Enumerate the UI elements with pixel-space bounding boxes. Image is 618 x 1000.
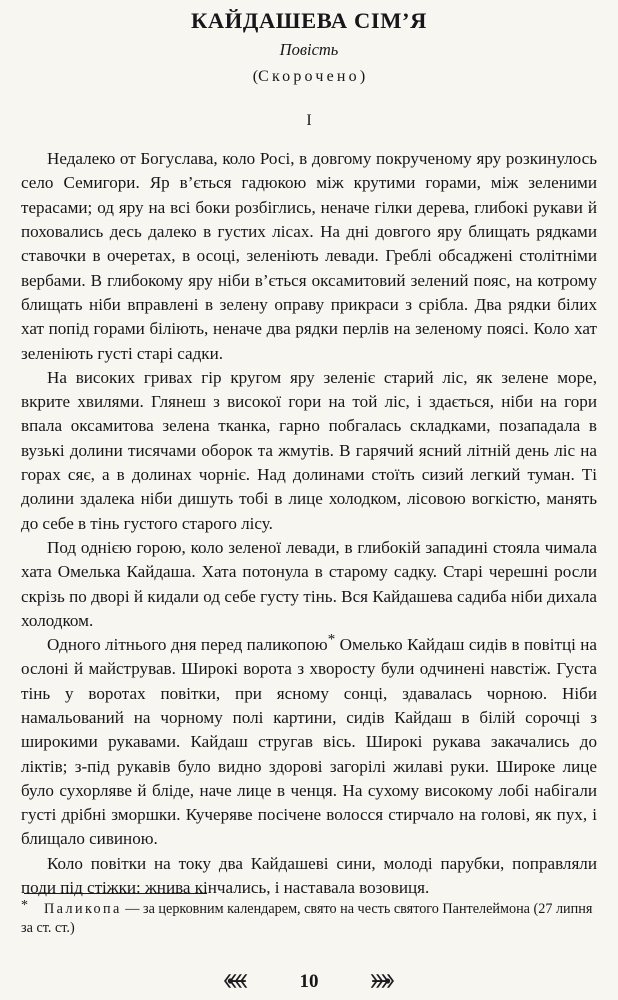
page-number: 10 <box>299 970 319 992</box>
arrow-ornament-right-icon <box>222 970 248 992</box>
abridged-label: Скорочено <box>258 68 360 86</box>
page-footer <box>0 970 618 992</box>
section-number: I <box>306 112 312 130</box>
footnote-term: Паликопа <box>44 901 122 917</box>
paragraph: Под однією горою, коло зеленої левади, в глибокій западині стояла чимала хата Омелька Кайдаша. Хата потонула в старому садку. Старі черешні росли скрізь по дворі й кидали од себе густу тінь. Вся Кайдашева садиба ніби дихала холодком. <box>21 537 597 630</box>
page-title: КАЙДАШЕВА СІМ’Я <box>191 8 427 33</box>
paragraph: На високих гривах гір кругом яру зеленіє старий ліс, як зелене море, вкрите хвилями. Глянеш з високої гори на той ліс, і здається, ніби на гори впала оксамитова зелена тканка, гарно побгалась складками, позападала в вузькі долини тисячами оборок та жмутів. В гарячий ясний літній день ліс на горах сяє, а в долинах чорніє. Над долинами стоїть сизий легкий туман. Ті долини здалека ніби дишуть тобі в лице холодком, лісовою вогкістю, манять до себе в тінь густого старого лісу. <box>21 367 597 533</box>
paragraph-text-before-footnote: Одного літнього дня перед паликопою <box>47 635 328 655</box>
paragraph: Коло повітки на току два Кайдашеві сини, молоді парубки, поправляли поди під стіжки: жнива кінчались, і наставала возовиця. <box>21 853 597 898</box>
footnote-text <box>21 900 597 938</box>
title-block <box>21 0 597 87</box>
body-text <box>21 147 597 900</box>
paragraph: Недалеко от Богуслава, коло Росі, в довгому покрученому яру розкинулось село Семигори. Яр в’ється гадюкою між крутими горами, між зеленими терасами; од яру на всі боки розбіглись, неначе гілки дерева, глибокі рукави й поховались десь далеко в густих лісах. На дні довгого яру блищать рядками ставочки в очеретах, в осоці, зеленіють левади. Греблі обсаджені столітніми вербами. В глибокому яру ніби в’ється оксамитовий зелений пояс, на котрому блищать ніби вправлені в зелену оправу прикраси з срібла. Два рядки білих хат попід горами біліють, неначе два рядки перлів на зеленому поясі. Коло хат зеленіють густі старі садки. <box>21 149 597 363</box>
footnote-block <box>21 893 597 938</box>
arrow-ornament-left-icon <box>370 970 396 992</box>
abridged-paren-open: ( <box>252 68 259 86</box>
footnote-marker: * <box>21 898 28 913</box>
abridged-note <box>21 67 597 87</box>
footnote-definition: — за церковним календарем, свято на честь святого Пантелеймона (27 липня за ст. ст.) <box>21 901 593 936</box>
paragraph-with-footnote <box>21 633 597 852</box>
abridged-paren-close: ) <box>359 68 366 86</box>
book-subtitle: Повість <box>279 39 339 59</box>
footnote-divider <box>24 893 207 894</box>
paragraph-text-after-footnote: Омелько Кайдаш сидів в повітці на ослоні й майстрував. Широкі ворота з хворосту були одчинені навстіж. Густа тінь у воротах повітки, при ясному сонці, здавалась чорною. Ніби намальований на чорному полі картини, сидів Кайдаш в білій сорочці з широкими рукавами. Кайдаш стругав вісь. Широкі рукава закачались до ліктів; з-під рукавів було видно здорові загорілі жилаві руки. Широке лице було сухорляве й бліде, наче лице в ченця. На сухому високому лобі набігали густі дрібні зморшки. Кучеряве посічене волосся стирчало на голові, як пух, і блищало сивиною. <box>21 635 597 849</box>
footnote-reference-marker[interactable]: * <box>327 631 336 648</box>
